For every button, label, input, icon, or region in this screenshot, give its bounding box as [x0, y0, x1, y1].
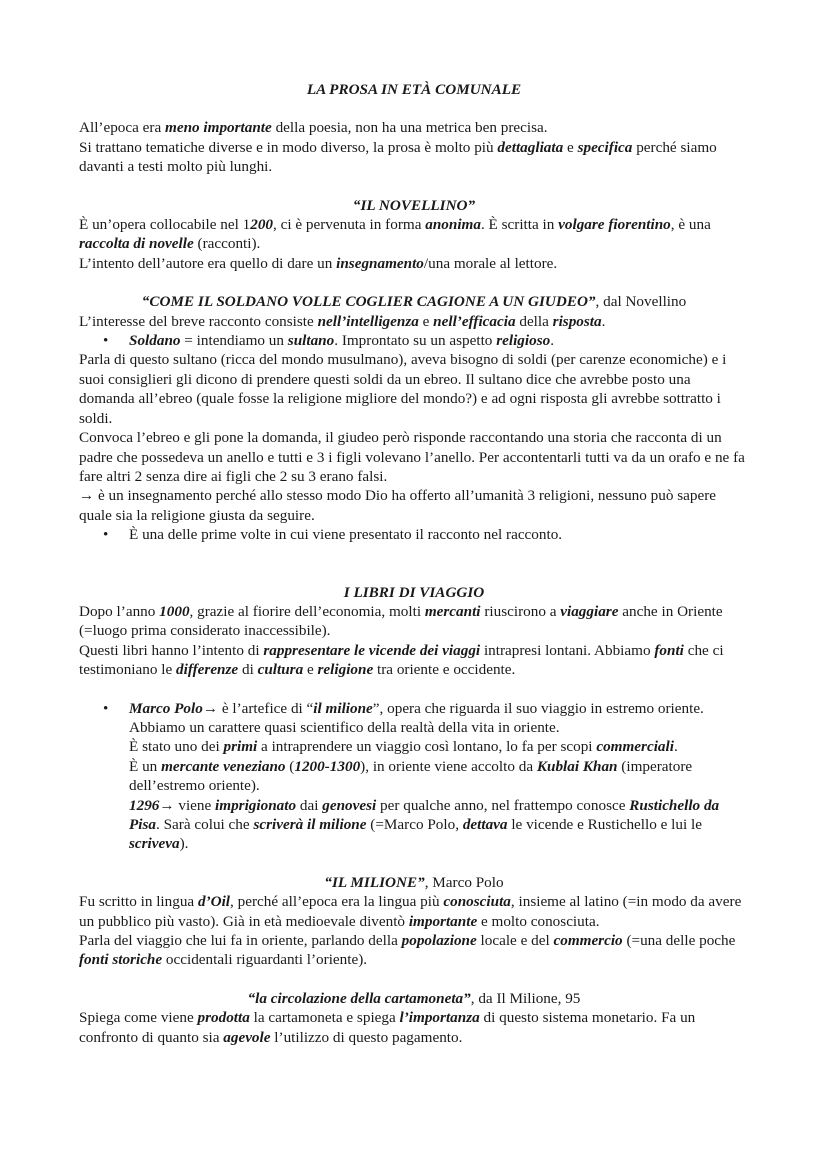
bullet-icon: •	[103, 332, 109, 350]
text-run: (	[285, 757, 295, 775]
list-item-marco-polo	[79, 699, 749, 854]
list-item	[79, 525, 749, 544]
list-item-text	[129, 526, 562, 543]
text-run: per qualche anno, nel frattempo conosce	[376, 796, 630, 814]
emphasis-text: “la circolazione della cartamoneta”	[247, 989, 471, 1007]
text-run: riuscirono a	[480, 602, 561, 620]
emphasis-text: 1296	[129, 796, 160, 814]
emphasis-text: dettagliata	[497, 138, 564, 156]
paragraph	[79, 1008, 749, 1047]
text-run: Questi libri hanno l’intento di	[79, 641, 264, 659]
emphasis-text: raccolta di novelle	[79, 235, 194, 253]
text-run: di	[238, 661, 258, 679]
text-run: che ci testimoniano le	[79, 641, 724, 679]
text-run: .	[601, 312, 606, 330]
text-run: , perché all’epoca era la lingua più	[230, 893, 444, 911]
emphasis-text: nell’efficacia	[433, 312, 516, 330]
emphasis-text: cultura	[257, 661, 304, 679]
emphasis-text: viaggiare	[560, 602, 619, 620]
emphasis-text: volgare fiorentino	[558, 216, 671, 234]
text-run: . Sarà colui che	[156, 816, 254, 833]
text-run: Fu scritto in lingua	[79, 893, 198, 911]
emphasis-text: “IL MILIONE”	[324, 873, 425, 891]
emphasis-text: 1200-1300	[294, 757, 361, 775]
text-run: Dopo l’anno	[79, 602, 160, 620]
text-run: e	[303, 661, 318, 679]
text-run: (racconti).	[193, 235, 261, 253]
emphasis-text: sultano	[287, 332, 335, 350]
text-run: e molto conosciuta.	[477, 912, 600, 930]
emphasis-text: “COME IL SOLDANO VOLLE COGLIER CAGIONE A UN GIUDEO”	[141, 293, 596, 311]
emphasis-text: d’Oil	[197, 893, 231, 911]
paragraph	[79, 350, 749, 428]
text-run: l’utilizzo di questo pagamento.	[270, 1028, 463, 1046]
section-heading-soldano	[79, 292, 749, 311]
text-run: È un	[129, 757, 162, 775]
text-run: Parla del viaggio che lui fa in oriente, parlando della	[79, 932, 402, 950]
text-run: → è l’artefice di “	[202, 699, 314, 717]
text-run: ), in oriente viene accolto da	[360, 757, 537, 775]
section-title-novellino: “IL NOVELLINO”	[352, 196, 476, 214]
text-run: ).	[179, 835, 189, 853]
paragraph	[79, 892, 749, 931]
text-run: tra oriente e occidente.	[373, 661, 516, 679]
text-run: , Marco Polo	[424, 873, 504, 891]
text-run: È un’opera collocabile nel 1	[79, 216, 251, 234]
text-run: dai	[296, 796, 323, 814]
emphasis-text: popolazione	[401, 932, 477, 950]
emphasis-text: importante	[408, 912, 478, 930]
paragraph	[79, 641, 749, 680]
section-heading-milione	[79, 873, 749, 892]
text-run: L’intento dell’autore era quello di dare un	[79, 254, 337, 272]
text-run: → viene	[159, 796, 216, 814]
emphasis-text: religioso	[496, 332, 551, 350]
section-title-prosa: LA PROSA IN ETÀ COMUNALE	[306, 81, 522, 98]
text-run: Spiega come viene	[79, 1009, 198, 1027]
emphasis-text: risposta	[552, 312, 602, 330]
list-item-text	[129, 757, 749, 796]
list-item-text	[129, 796, 749, 854]
text-run: (=Marco Polo,	[366, 816, 463, 833]
text-run: perché siamo davanti a testi molto più lunghi.	[79, 138, 717, 176]
emphasis-text: differenze	[176, 661, 239, 679]
text-run: anche in Oriente (=luogo prima considerato inaccessibile).	[79, 602, 723, 640]
document-page	[79, 80, 749, 1047]
section-heading-cartamoneta	[79, 989, 749, 1008]
emphasis-text: il milione	[313, 699, 373, 717]
emphasis-text: Soldano	[129, 332, 181, 350]
text-run: Si trattano tematiche diverse e in modo diverso, la prosa è molto più	[79, 138, 498, 156]
paragraph	[79, 312, 749, 331]
paragraph	[79, 486, 749, 525]
text-run: È una delle prime volte in cui viene presentato il racconto nel racconto.	[129, 526, 563, 544]
emphasis-text: Marco Polo	[129, 699, 203, 717]
emphasis-text: scriveva	[129, 835, 180, 853]
text-run: , da Il Milione, 95	[470, 989, 581, 1007]
text-run: le vicende e Rustichello e lui le	[507, 816, 702, 833]
emphasis-text: 1000	[159, 602, 190, 620]
emphasis-text: prodotta	[197, 1009, 250, 1027]
emphasis-text: commerciali	[596, 738, 674, 756]
emphasis-text: anonima	[425, 216, 481, 234]
text-run: = intendiamo un	[180, 332, 288, 350]
paragraph	[79, 254, 749, 273]
emphasis-text: dettava	[462, 816, 508, 833]
text-run: , ci è pervenuta in forma	[273, 216, 426, 234]
section-title-viaggio: I LIBRI DI VIAGGIO	[343, 583, 485, 601]
emphasis-text: mercanti	[424, 602, 481, 620]
paragraph	[79, 215, 749, 254]
text-run: L’interesse del breve racconto consiste	[79, 312, 318, 330]
text-run: della poesia, non ha una metrica ben precisa.	[271, 119, 548, 137]
text-run: e	[418, 312, 434, 330]
list-item	[79, 331, 749, 350]
list-item-text	[129, 699, 749, 738]
emphasis-text: fonti	[654, 641, 684, 659]
emphasis-text: rappresentare le vicende dei viaggi	[263, 641, 481, 659]
text-run: All’epoca era	[79, 119, 166, 137]
text-run: .	[673, 738, 678, 756]
emphasis-text: l’importanza	[399, 1009, 480, 1027]
text-run: Parla di questo sultano (ricca del mondo musulmano), aveva bisogno di soldi (per carenze economiche) e i suoi consiglieri gli dicono di prendere questi soldi da un ebreo. Il sultano dice che avrebbe posto una domanda all’ebreo (quale fosse la religione migliore del mondo?) e ad ogni risposta gli avrebbe sottratto i soldi.	[79, 351, 727, 427]
text-run: di questo sistema monetario. Fa un confronto di quanto sia	[79, 1009, 696, 1046]
emphasis-text: fonti storiche	[79, 951, 163, 969]
paragraph	[79, 118, 749, 137]
emphasis-text: genovesi	[322, 796, 377, 814]
list-item-text	[129, 737, 749, 756]
text-run: (=una delle poche	[622, 932, 736, 950]
text-run: occidentali riguardanti l’oriente).	[162, 951, 368, 969]
text-run: e	[563, 138, 578, 156]
text-run: . Improntato su un aspetto	[334, 332, 497, 350]
text-run: , grazie al fiorire dell’economia, molti	[189, 602, 425, 620]
emphasis-text: scriverà il milione	[253, 816, 367, 833]
emphasis-text: religione	[317, 661, 374, 679]
emphasis-text: conosciuta	[443, 893, 511, 911]
emphasis-text: specifica	[577, 138, 633, 156]
text-run: ”, opera che riguarda il suo viaggio in estremo oriente. Abbiamo un carattere quasi scientifico della realtà della vita in oriente.	[129, 699, 704, 736]
text-run: . È scritta in	[480, 216, 559, 234]
emphasis-text: Kublai Khan	[536, 757, 618, 775]
text-run: /una morale al lettore.	[423, 254, 558, 272]
emphasis-text: agevole	[223, 1028, 271, 1046]
emphasis-text: meno importante	[165, 119, 272, 137]
paragraph	[79, 931, 749, 970]
text-run: , dal Novellino	[595, 293, 687, 311]
emphasis-text: 200	[250, 216, 273, 234]
text-run: intrapresi lontani. Abbiamo	[480, 641, 655, 659]
list-item-text	[129, 332, 554, 349]
text-run: , è una	[670, 216, 711, 234]
text-run: locale e del	[476, 932, 554, 950]
emphasis-text: insegnamento	[336, 254, 424, 272]
text-run: Convoca l’ebreo e gli pone la domanda, il giudeo però risponde raccontando una storia che racconta di un padre che possedeva un anello e tutti e 3 i figli volevano l’anello. Per accontentarli tutti va da un orafo e ne fa fare altri 2 senza dire ai figli che 2 su 3 erano falsi.	[79, 429, 745, 485]
paragraph	[79, 428, 749, 486]
text-run: la cartamoneta e spiega	[249, 1009, 400, 1027]
emphasis-text: nell’intelligenza	[317, 312, 419, 330]
text-run: della	[515, 312, 553, 330]
text-run: (imperatore dell’estremo oriente).	[129, 757, 693, 795]
text-run: .	[550, 332, 555, 350]
text-run: È stato uno dei	[129, 738, 224, 756]
paragraph	[79, 602, 749, 641]
paragraph	[79, 138, 749, 177]
emphasis-text: mercante veneziano	[161, 757, 286, 775]
bullet-icon: •	[103, 526, 109, 544]
emphasis-text: Rustichello da Pisa	[129, 796, 720, 833]
emphasis-text: imprigionato	[215, 796, 297, 814]
bullet-icon: •	[103, 699, 109, 717]
text-run: , insieme al latino (=in modo da avere un pubblico più vasto). Già in età medioevale diventò	[79, 893, 742, 930]
text-run: → è un insegnamento perché allo stesso modo Dio ha offerto all’umanità 3 religioni, nessuno può sapere quale sia la religione giusta da seguire.	[79, 487, 717, 524]
emphasis-text: primi	[223, 738, 258, 756]
text-run: a intraprendere un viaggio così lontano, lo fa per scopi	[257, 738, 597, 756]
emphasis-text: commercio	[553, 932, 623, 950]
